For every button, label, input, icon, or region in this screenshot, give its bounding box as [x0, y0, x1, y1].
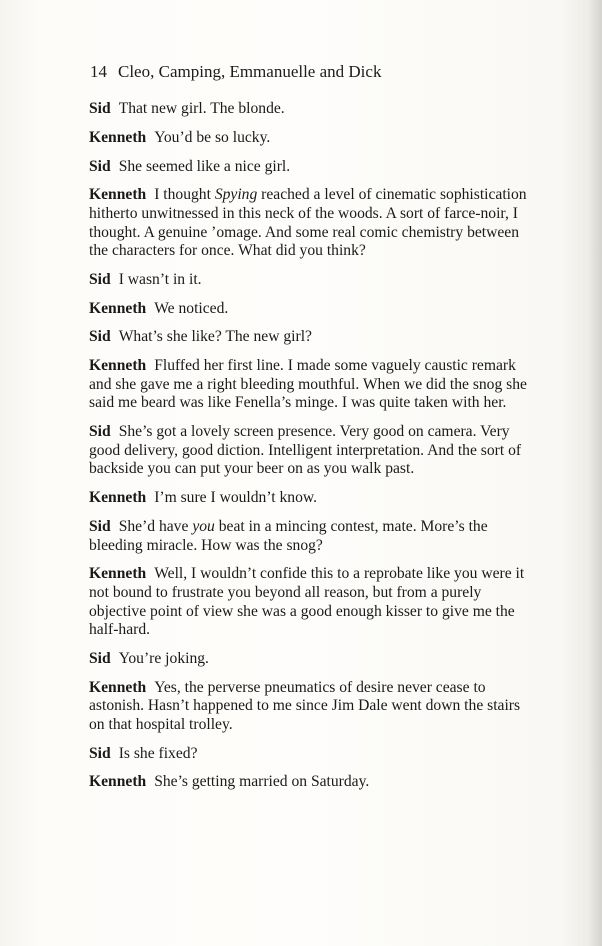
dialogue-line-end: beat in a mincing contest, mate. More’s the bleeding miracle. How was the snog?	[89, 517, 488, 554]
dialogue-turn	[89, 186, 529, 260]
dialogue-turn	[89, 565, 529, 639]
dialogue-line: She seemed like a nice girl.	[118, 157, 291, 175]
speaker-name: Sid	[89, 423, 111, 441]
dialogue-line: That new girl. The blonde.	[118, 100, 285, 117]
dialogue-line: You’d be so lucky.	[154, 128, 271, 146]
dialogue-turn	[89, 357, 529, 413]
speaker-name: Kenneth	[89, 128, 147, 146]
dialogue-line-start: She’d have	[118, 517, 193, 535]
dialogue-turn	[89, 745, 529, 764]
dialogue-turn	[89, 679, 529, 735]
film-title-italic: Spying	[214, 186, 258, 204]
dialogue-turn	[89, 328, 529, 347]
dialogue-line: I’m sure I wouldn’t know.	[154, 489, 318, 507]
speaker-name: Sid	[89, 517, 111, 535]
speaker-name: Kenneth	[89, 299, 147, 317]
speaker-name: Sid	[89, 649, 111, 667]
emphasis-italic: you	[192, 517, 215, 535]
dialogue-line: She’s got a lovely screen presence. Very good on camera. Very good delivery, good diction. Intelligent interpretation. And the sort of backside you can put your beer on as you walk past.	[89, 423, 522, 478]
page-edge-shadow	[588, 0, 602, 946]
speaker-name: Sid	[89, 270, 111, 288]
speaker-name: Kenneth	[89, 565, 147, 583]
dialogue-line: Fluffed her first line. I made some vaguely caustic remark and she gave me a right bleeding mouthful. When we did the snog she said me beard was like Fenella’s minge. I was quite taken with her.	[89, 357, 527, 412]
dialogue-line-start: I thought	[154, 186, 215, 204]
dialogue-turn	[89, 423, 529, 479]
dialogue-turn	[89, 100, 529, 119]
dialogue-turn	[89, 158, 529, 177]
dialogue-line: We noticed.	[154, 299, 229, 317]
dialogue-turn	[89, 271, 529, 290]
dialogue-line: Is she fixed?	[118, 744, 198, 762]
dialogue-line: You’re joking.	[118, 649, 209, 667]
speaker-name: Sid	[89, 157, 111, 175]
dialogue-line-end: reached a level of cinematic sophistication hitherto unwitnessed in this neck of the woods. A sort of farce-noir, I thought. A genuine ’omage. And some real comic chemistry between the characters for once. What did you think?	[89, 186, 527, 260]
speaker-name: Kenneth	[89, 357, 147, 375]
running-header	[90, 62, 530, 82]
dialogue-line: What’s she like? The new girl?	[118, 328, 312, 346]
dialogue-turn	[89, 773, 529, 792]
dialogue-turn	[89, 129, 529, 148]
page-number: 14	[90, 62, 107, 81]
dialogue-line: She’s getting married on Saturday.	[154, 773, 370, 791]
speaker-name: Sid	[89, 100, 111, 117]
dialogue-line: I wasn’t in it.	[118, 270, 202, 288]
dialogue-line: Yes, the perverse pneumatics of desire never cease to astonish. Hasn’t happened to me since Jim Dale went down the stairs on that hospital trolley.	[89, 678, 521, 733]
speaker-name: Kenneth	[89, 186, 147, 204]
running-title: Cleo, Camping, Emmanuelle and Dick	[118, 62, 382, 81]
dialogue-turn	[89, 489, 529, 508]
speaker-name: Kenneth	[89, 773, 147, 791]
speaker-name: Kenneth	[89, 489, 147, 507]
speaker-name: Kenneth	[89, 678, 147, 696]
dialogue-turn	[89, 518, 529, 555]
dialogue-body	[89, 100, 529, 802]
dialogue-turn	[89, 300, 529, 319]
dialogue-line: Well, I wouldn’t confide this to a reprobate like you were it not bound to frustrate you beyond all reason, but from a purely objective point of view she was a good enough kisser to give me the half-hard.	[89, 565, 525, 639]
dialogue-turn	[89, 650, 529, 669]
speaker-name: Sid	[89, 328, 111, 346]
speaker-name: Sid	[89, 744, 111, 762]
